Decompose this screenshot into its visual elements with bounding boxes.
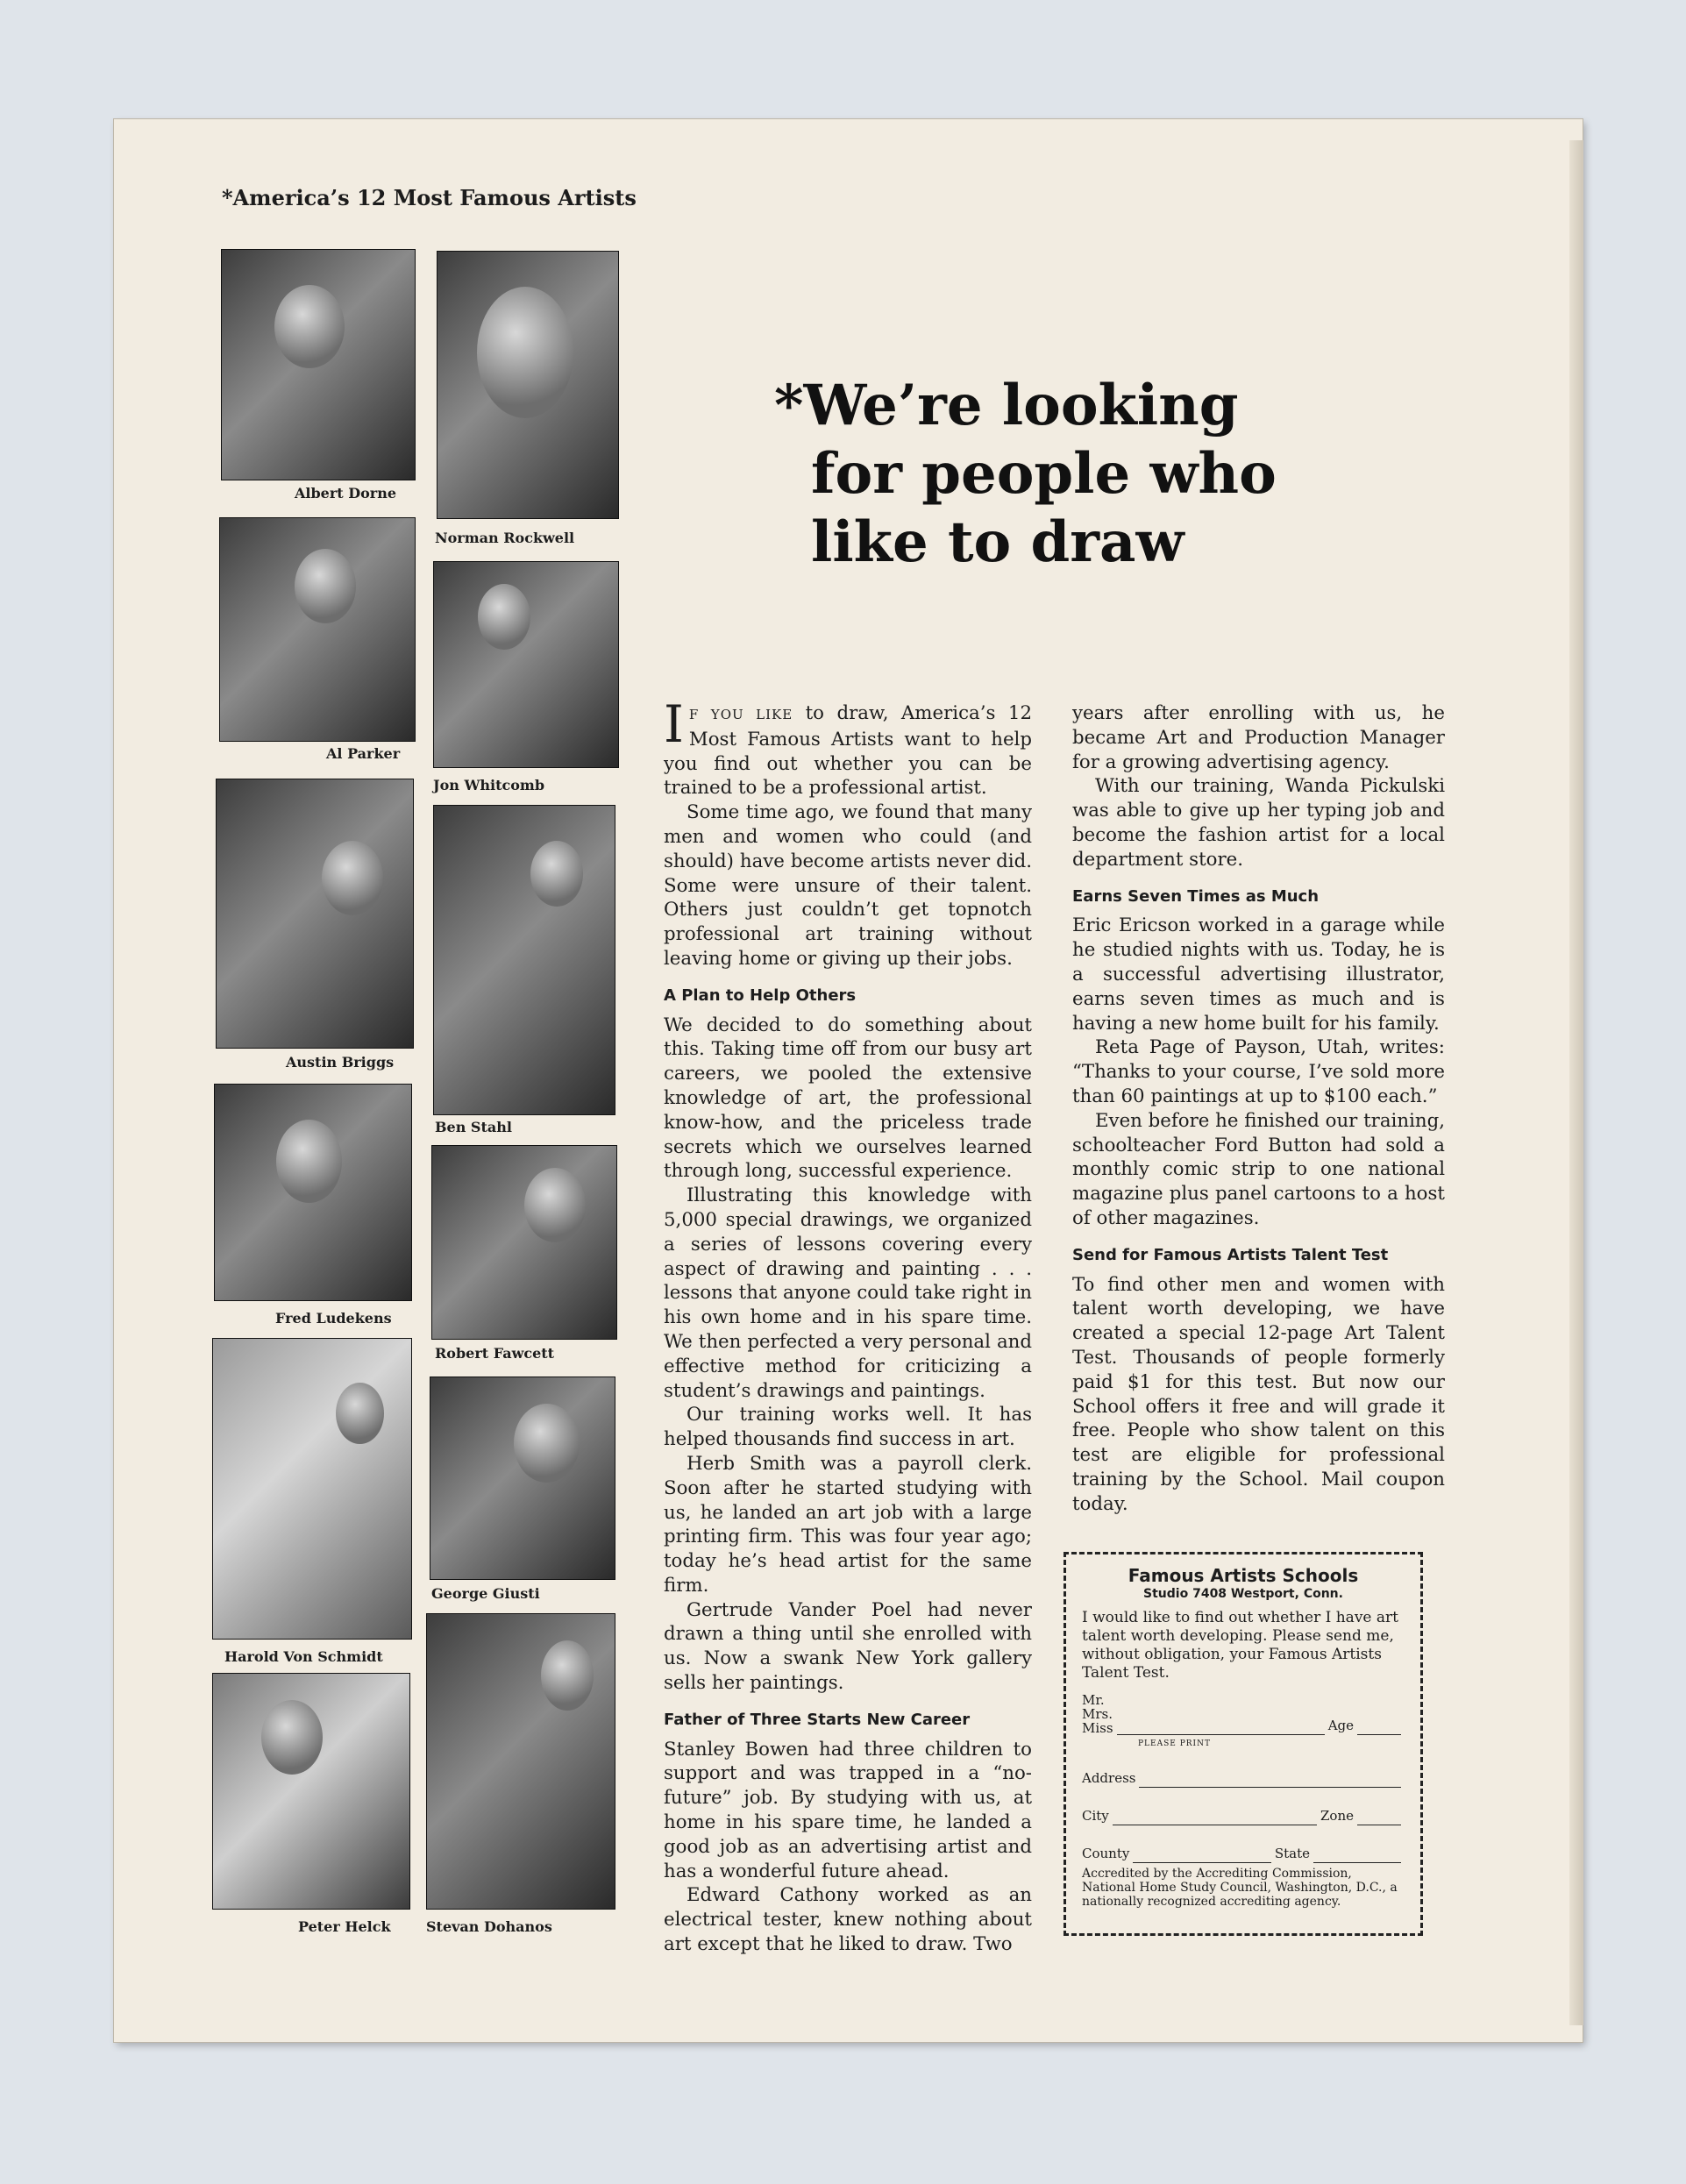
paragraph: With our training, Wanda Pickulski was able to give up her typing job and become the fashion artist for a local department store. [1072,775,1445,871]
paragraph: Eric Ericson worked in a garage while he studied nights with us. Today, he is a successful advertising illustrator, earns seven times as much and is having a new home built for his family. [1072,914,1445,1035]
headline-line-2: for people who [811,441,1277,507]
body-column-2 [1072,701,1445,1517]
paragraph: Herb Smith was a payroll clerk. Soon after he started studying with us, he landed an art job with a large printing firm. This was four year ago; today he’s head artist for the same firm. [664,1452,1032,1597]
artist-photo-fred-ludekens [214,1084,412,1301]
caption-stevan-dohanos: Stevan Dohanos [426,1918,552,1935]
headline [774,372,1388,577]
caption-jon-whitcomb: Jon Whitcomb [433,777,545,793]
artist-photo-ben-stahl [433,805,615,1115]
age-field[interactable] [1357,1722,1401,1735]
paragraph: Edward Cathony worked as an electrical tester, knew nothing about art except that he liked to draw. Two [664,1884,1032,1956]
paragraph: Our training works well. It has helped thousands find success in art. [664,1404,1032,1451]
caption-harold-von-schmidt: Harold Von Schmidt [224,1648,383,1665]
county-row: County State [1082,1845,1405,1863]
headline-line-3: like to draw [811,509,1184,575]
caption-fred-ludekens: Fred Ludekens [275,1310,392,1327]
please-print-label: PLEASE PRINT [1138,1739,1211,1748]
caption-peter-helck: Peter Helck [298,1918,391,1935]
page-edge [1569,140,1583,2025]
caption-norman-rockwell: Norman Rockwell [435,530,575,546]
caption-al-parker: Al Parker [326,745,401,762]
artist-photo-al-parker [219,517,416,742]
subhead: Father of Three Starts New Career [664,1710,971,1729]
drop-cap: I [664,694,684,754]
caption-george-giusti: George Giusti [431,1585,540,1602]
paragraph: Some time ago, we found that many men and women who could (and should) have become artists never did. Some were unsure of their talent. Others just couldn’t get topnotch professional art training without leaving home or giving up their jobs. [664,801,1032,970]
caption-austin-briggs: Austin Briggs [286,1054,395,1071]
caption-ben-stahl: Ben Stahl [435,1119,512,1135]
artist-photo-robert-fawcett [431,1145,617,1340]
state-field[interactable] [1313,1850,1401,1863]
coupon-body: I would like to find out whether I have art talent worth developing. Please send me, without obligation, your Famous Artists Talent Test. [1082,1609,1398,1682]
coupon-title: Famous Artists Schools [1128,1565,1359,1586]
address-field[interactable] [1139,1775,1401,1788]
intro-paragraph: I F YOU LIKE to draw, America’s 12 Most Famous Artists want to help you find out whether you can be trained to be a professional artist. [664,694,1032,800]
name-field[interactable] [1117,1722,1325,1735]
body-column-1 [664,694,1032,1957]
caption-albert-dorne: Albert Dorne [295,485,397,502]
paragraph: Reta Page of Payson, Utah, writes: “Thanks to your course, I’ve sold more than 60 paintings at up to $100 each.” [1072,1036,1445,1107]
lead-caps: F YOU LIKE [688,707,793,722]
city-row: City Zone [1082,1807,1405,1825]
artist-photo-austin-briggs [216,779,414,1049]
artist-photo-norman-rockwell [437,251,619,519]
address-row: Address [1082,1769,1405,1788]
artist-photo-harold-von-schmidt [212,1338,412,1640]
zone-field[interactable] [1357,1812,1401,1825]
paragraph: To find other men and women with talent worth developing, we have created a special 12-page Art Talent Test. Thousands of people formerly paid $1 for this test. But now our School offers it free and will grade it free. People who show talent on this test are eligible for professional training by the School. Mail coupon today. [1072,1273,1445,1515]
coupon-studio: Studio 7408 Westport, Conn. [1143,1587,1343,1601]
subhead: A Plan to Help Others [664,985,857,1005]
caption-robert-fawcett: Robert Fawcett [435,1345,555,1362]
accreditation-note: Accredited by the Accrediting Commission, National Home Study Council, Washington, D.C., a nationally recognized accrediting agency. [1082,1867,1398,1909]
county-field[interactable] [1133,1850,1271,1863]
paragraph: Gertrude Vander Poel had never drawn a thing until she enrolled with us. Now a swank New York gallery sells her paintings. [664,1598,1032,1695]
artist-photo-peter-helck [212,1673,410,1910]
paragraph: Illustrating this knowledge with 5,000 special drawings, we organized a series of lessons covering every aspect of drawing and painting . . . lessons that anyone could take right in his own home and in his spare time. We then perfected a very personal and effective method for criticizing a student’s drawings and paintings. [664,1184,1032,1402]
header-title: *America’s 12 Most Famous Artists [222,185,637,210]
paragraph: We decided to do something about this. Taking time off from our busy art careers, we pooled the extensive knowledge of art, the professional know-how, and the priceless trade secrets which we ourselves learned through long, successful experience. [664,1014,1032,1183]
paragraph: years after enrolling with us, he became Art and Production Manager for a growing advertising agency. [1072,702,1445,773]
artist-photo-jon-whitcomb [433,561,619,768]
coupon-form [1064,1552,1423,1936]
name-row: Mr. Mrs. Miss Age [1082,1693,1405,1735]
headline-line-1: *We’re looking [774,373,1239,438]
subhead: Send for Famous Artists Talent Test [1072,1245,1389,1264]
paragraph: Even before he finished our training, schoolteacher Ford Button had sold a monthly comic strip to one national magazine plus panel cartoons to a host of other magazines. [1072,1109,1446,1229]
subhead: Earns Seven Times as Much [1072,886,1320,906]
paragraph: Stanley Bowen had three children to support and was trapped in a “no-future” job. By studying with us, at home in his spare time, he landed a good job as an advertising artist and has a wonderful future ahead. [664,1738,1032,1882]
city-field[interactable] [1113,1812,1317,1825]
artist-photo-stevan-dohanos [426,1613,615,1910]
artist-photo-albert-dorne [221,249,416,480]
artist-photo-george-giusti [430,1377,615,1580]
